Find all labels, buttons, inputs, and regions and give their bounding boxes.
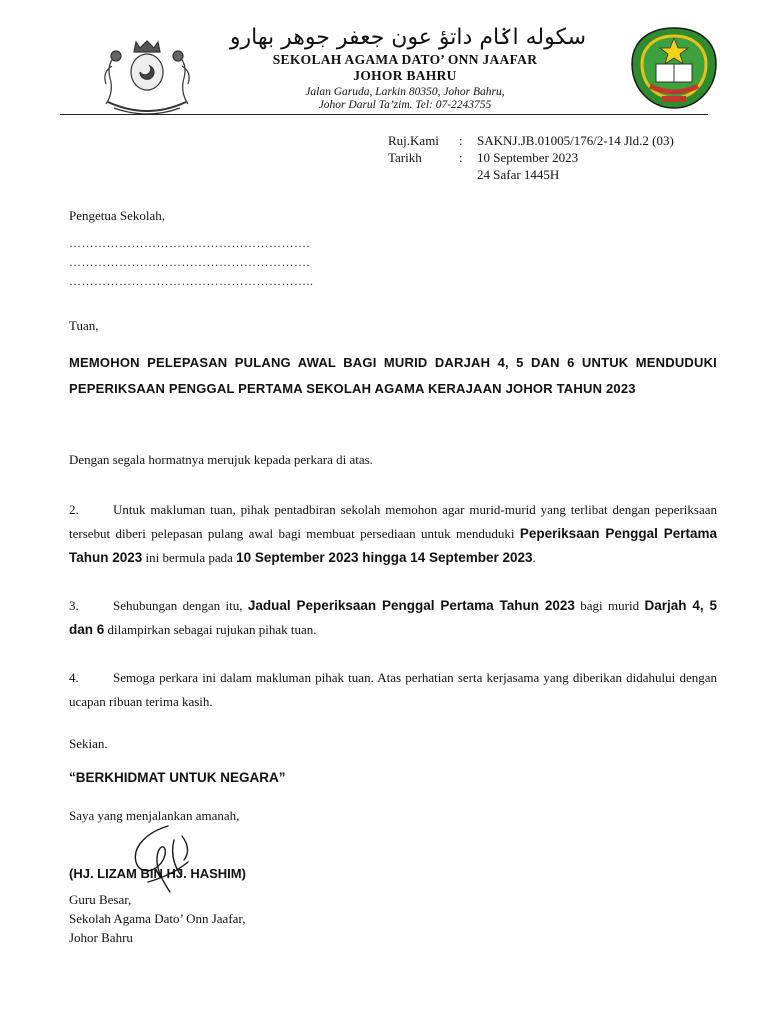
date-label: Tarikh — [388, 150, 422, 165]
school-address-line2: Johor Darul Ta’zim. Tel: 07-2243755 — [318, 99, 492, 111]
school-name-jawi — [222, 18, 594, 54]
paragraph-text: bagi murid — [574, 598, 645, 613]
recipient-blank-line1: …………………………………………………. — [69, 236, 310, 250]
recipient-title: Pengetua Sekolah, — [69, 208, 166, 223]
paragraph-2 — [69, 498, 717, 570]
signatory-position: Guru Besar, — [69, 892, 132, 907]
school-address-line1: Jalan Garuda, Larkin 80350, Johor Bahru, — [305, 86, 505, 98]
exam-schedule-bold: Jadual Peperiksaan Penggal Pertama Tahun 2023 — [247, 598, 575, 613]
paragraph-number: 3. — [69, 598, 79, 613]
exam-name-bold: Peperiksaan Penggal Pertama Tahun 2023 — [69, 526, 718, 565]
paragraph-text: ini bermula pada — [142, 550, 237, 565]
salutation: Tuan, — [69, 318, 99, 333]
signatory-name: (HJ. LIZAM BIN HJ. HASHIM) — [69, 866, 246, 881]
jawi-title-text: سکوله اݢام داتؤ عون جعفر جوهر بهارو — [229, 25, 587, 50]
motto: “BERKHIDMAT UNTUK NEGARA” — [69, 770, 286, 785]
date-gregorian: 10 September 2023 — [477, 150, 579, 165]
header-divider — [60, 114, 708, 115]
school-name-line1: SEKOLAH AGAMA DATO’ ONN JAAFAR — [272, 52, 538, 67]
exam-dates-bold: 10 September 2023 hingga 14 September 2023 — [236, 550, 533, 565]
reference-label: Ruj.Kami — [388, 133, 439, 148]
school-name-line2: JOHOR BAHRU — [353, 68, 457, 83]
closing-text: Sekian. — [69, 736, 108, 751]
paragraph-number: 2. — [69, 502, 79, 517]
signatory-school: Sekolah Agama Dato’ Onn Jaafar, — [69, 911, 246, 926]
paragraph-number: 4. — [69, 670, 79, 685]
reference-number: SAKNJ.JB.01005/176/2-14 Jld.2 (03) — [477, 133, 674, 148]
recipient-blank-line3: ………………………………………………….. — [69, 274, 314, 288]
school-crest-logo — [628, 24, 720, 112]
paragraph-text: . — [532, 550, 536, 565]
handwritten-signature — [118, 822, 208, 900]
date-hijri: 24 Safar 1445H — [477, 167, 560, 182]
letter-subject: MEMOHON PELEPASAN PULANG AWAL BAGI MURID DARJAH 4, 5 DAN 6 UNTUK MENDUDUKI PEPERIKSAAN PENGGAL PERTAMA SEKOLAH AGAMA KERAJAAN JOHOR TAHUN 2023 — [69, 355, 717, 396]
intro-paragraph: Dengan segala hormatnya merujuk kepada perkara di atas. — [69, 452, 373, 467]
paragraph-text: Semoga perkara ini dalam makluman pihak tuan. Atas perhatian serta kerjasama yang diberikan didahului dengan ucapan ribuan terima kasih. — [69, 670, 717, 709]
paragraph-text: Sehubungan dengan itu, — [113, 598, 248, 613]
date-colon: : — [459, 150, 463, 165]
paragraph-4 — [69, 666, 717, 714]
paragraph-text: Untuk makluman tuan, pihak pentadbiran sekolah memohon agar murid-murid yang terlibat dengan peperiksaan tersebut diberi pelepasan pulang awal bagi membuat persediaan untuk menduduki — [69, 502, 717, 541]
recipient-blank-line2: …………………………………………………. — [69, 255, 310, 269]
grades-bold: Darjah 4, 5 dan 6 — [69, 598, 717, 637]
johor-state-crest-logo — [88, 36, 206, 120]
paragraph-text: dilampirkan sebagai rujukan pihak tuan. — [104, 622, 317, 637]
trust-statement: Saya yang menjalankan amanah, — [69, 808, 240, 823]
paragraph-3 — [69, 594, 717, 642]
signatory-city: Johor Bahru — [69, 930, 133, 945]
reference-colon: : — [459, 133, 463, 148]
